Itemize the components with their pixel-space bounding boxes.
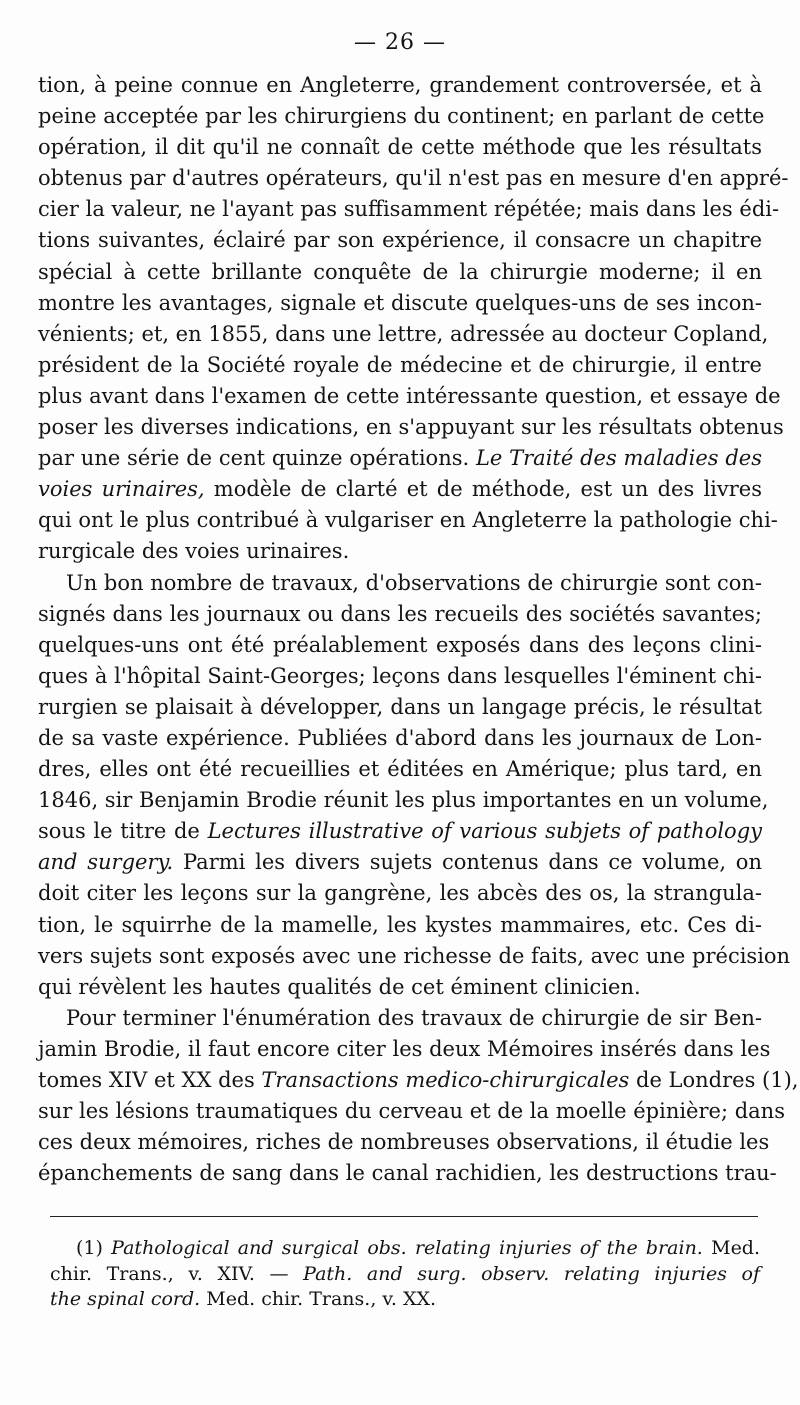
text-segment: par une série de cent quinze opérations.	[38, 446, 470, 471]
text-line: Un bon nombre de travaux, d'observations de chirurgie sont con-	[66, 570, 762, 595]
text-line: poser les diverses indications, en s'appuyant sur les résultats obtenus	[38, 415, 784, 440]
text-line: cier la valeur, ne l'ayant pas suffisamment répétée; mais dans les édi-	[38, 197, 780, 222]
body-text	[38, 70, 799, 1189]
text-segment: modèle de clarté et de méthode, est un des livres	[213, 477, 762, 502]
footnote-line	[50, 1262, 760, 1288]
text-line: 1846, sir Benjamin Brodie réunit les plus importantes en un volume,	[38, 788, 769, 813]
text-line: sur les lésions traumatiques du cerveau et de la moelle épinière; dans	[38, 1099, 785, 1124]
footnote-italic: Pathological and surgical obs. relating injuries of the brain.	[111, 1237, 703, 1259]
book-title-italic: Transactions medico-chirurgicales	[261, 1068, 630, 1092]
text-line: peine acceptée par les chirurgiens du continent; en parlant de cette	[38, 104, 765, 129]
book-title-italic: Le Traité des maladies des	[475, 446, 762, 471]
text-line: de sa vaste expérience. Publiées d'abord dans les journaux de Lon-	[38, 725, 762, 750]
footnote-line	[50, 1287, 760, 1313]
text-line: tions suivantes, éclairé par son expérience, il consacre un chapitre	[38, 228, 762, 253]
text-line	[38, 443, 762, 474]
text-line	[38, 474, 762, 505]
footnote-italic: Path. and surg. observ. relating injuries of	[303, 1262, 761, 1285]
text-line: montre les avantages, signale et discute quelques-uns de ses incon-	[38, 290, 762, 315]
text-line: dres, elles ont été recueillies et éditées en Amérique; plus tard, en	[38, 757, 762, 782]
text-line	[38, 847, 762, 878]
text-line: doit citer les leçons sur la gangrène, les abcès des os, la strangula-	[38, 881, 762, 906]
text-segment: Parmi les divers sujets contenus dans ce volume, on	[182, 850, 762, 875]
text-line: qui révèlent les hautes qualités de cet éminent clinicien.	[38, 974, 641, 999]
footnote	[50, 1236, 760, 1313]
text-line: quelques-uns ont été préalablement exposés dans des leçons clini-	[38, 632, 762, 657]
text-line: épanchements de sang dans le canal rachidien, les destructions trau-	[38, 1161, 777, 1186]
text-line	[38, 816, 762, 847]
text-line: jamin Brodie, il faut encore citer les deux Mémoires insérés dans les	[38, 1036, 771, 1061]
page-number: — 26 —	[354, 30, 446, 55]
text-line: vénients; et, en 1855, dans une lettre, adressée au docteur Copland,	[38, 321, 769, 346]
text-line: tion, à peine connue en Angleterre, grandement controversée, et à	[38, 73, 762, 97]
text-segment: de Londres (1),	[636, 1068, 799, 1092]
text-line: vers sujets sont exposés avec une richesse de faits, avec une précision	[38, 943, 791, 968]
footnote-line	[50, 1236, 760, 1262]
text-line: ques à l'hôpital Saint-Georges; leçons dans lesquelles l'éminent chi-	[38, 663, 762, 688]
text-line: obtenus par d'autres opérateurs, qu'il n'est pas en mesure d'en appré-	[38, 166, 789, 191]
footnote-segment: chir. Trans., v. XIV. —	[50, 1262, 289, 1285]
text-line: signés dans les journaux ou dans les recueils des sociétés savantes;	[38, 601, 762, 626]
text-line: rurgien se plaisait à développer, dans un langage précis, le résultat	[38, 694, 762, 719]
text-line	[38, 1065, 799, 1096]
footnote-italic: the spinal cord.	[50, 1288, 201, 1310]
text-line: qui ont le plus contribué à vulgariser en Angleterre la pathologie chi-	[38, 508, 778, 533]
footnote-segment: Med. chir. Trans., v. XX.	[206, 1288, 437, 1310]
book-title-italic: voies urinaires,	[38, 477, 205, 502]
book-title-italic: and surgery.	[38, 850, 174, 875]
text-segment: tomes XIV et XX des	[38, 1068, 255, 1092]
footnote-segment: Med.	[711, 1237, 761, 1259]
text-line: ces deux mémoires, riches de nombreuses observations, il étudie les	[38, 1130, 770, 1155]
text-line: Pour terminer l'énumération des travaux de chirurgie de sir Ben-	[66, 1005, 762, 1030]
footnote-marker: (1)	[76, 1237, 103, 1259]
text-line: spécial à cette brillante conquête de la chirurgie moderne; il en	[38, 259, 762, 284]
text-line: tion, le squirrhe de la mamelle, les kystes mammaires, etc. Ces di-	[38, 912, 762, 937]
text-line: rurgicale des voies urinaires.	[38, 539, 350, 564]
text-line: président de la Société royale de médecine et de chirurgie, il entre	[38, 352, 762, 377]
text-segment: sous le titre de	[38, 819, 200, 844]
footnote-divider	[50, 1216, 758, 1217]
book-title-italic: Lectures illustrative of various subjets of pathology	[207, 819, 763, 844]
text-line: opération, il dit qu'il ne connaît de cette méthode que les résultats	[38, 135, 762, 160]
text-line: plus avant dans l'examen de cette intéressante question, et essaye de	[38, 383, 781, 408]
